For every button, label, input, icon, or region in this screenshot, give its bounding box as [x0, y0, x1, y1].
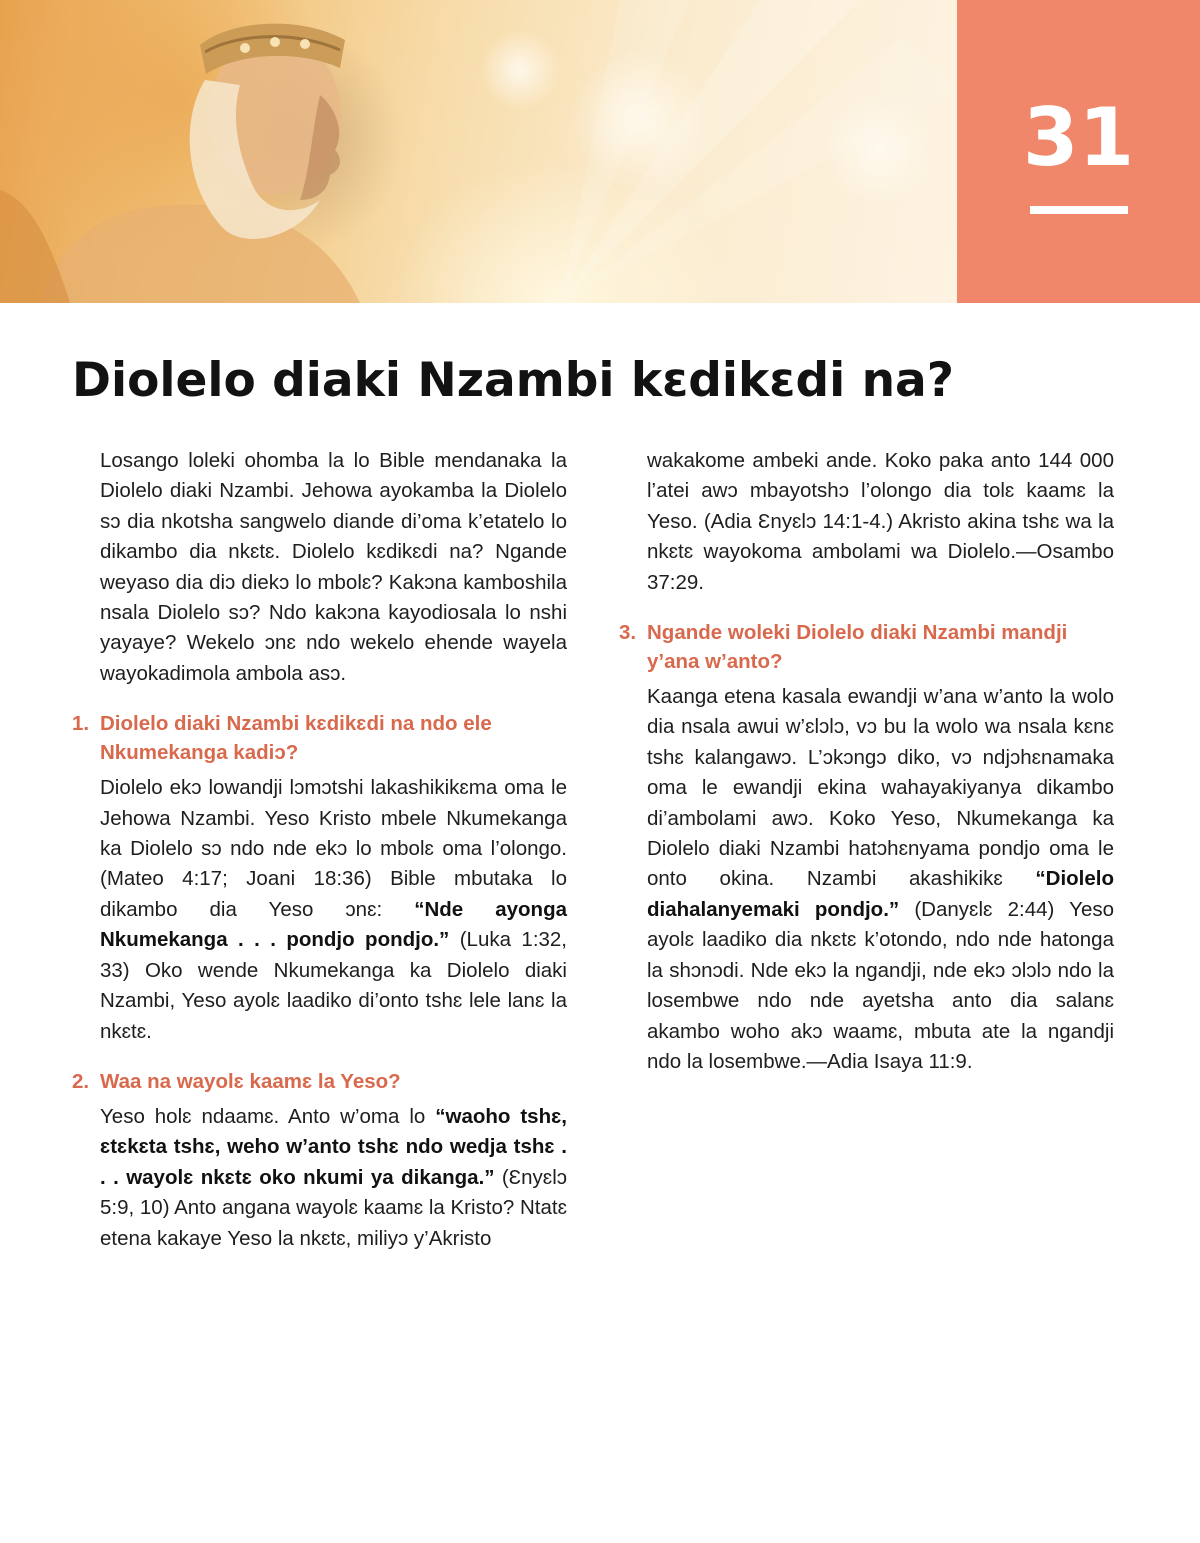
- question-heading: [619, 618, 1114, 676]
- question-number: 3.: [619, 621, 637, 645]
- scripture-quote: “waoho tshɛ, ɛtɛkɛta tshɛ, weho w’anto tshɛ ndo wedja tshɛ . . . wayolɛ nkɛtɛ oko nkumi ya dikanga.”: [100, 1104, 567, 1189]
- section-paragraph: [619, 682, 1114, 1077]
- right-column: [619, 446, 1114, 1077]
- question-heading: [72, 1067, 567, 1096]
- question-heading: [72, 709, 567, 767]
- king-illustration: [0, 0, 957, 303]
- question-text: Waa na wayolɛ kaamɛ la Yeso?: [100, 1069, 401, 1093]
- question-text: Diolelo diaki Nzambi kɛdikɛdi na ndo ele Nkumekanga kadiɔ?: [100, 712, 492, 765]
- intro-paragraph: Losango loleki ohomba la lo Bible mendanaka la Diolelo diaki Nzambi. Jehowa ayokamba la Diolelo sɔ dia nkotsha sangwelo diande di’oma k’etatelo lo dikambo dia nkɛtɛ. Diolelo kɛdikɛdi na? Ngande weyaso dia diɔ diekɔ lo mbolɛ? Kakɔna kamboshila nsala Diolelo sɔ? Ndo kakɔna kayodiosala lo nshi yayaye? Wekelo ɔnɛ ndo wekelo ehende wayela wayokadimola ambola asɔ.: [100, 449, 567, 685]
- chapter-number: 31: [1022, 91, 1135, 184]
- body-text: (Danyɛlɛ 2:44) Yeso ayolɛ laadiko dia nkɛtɛ k’otondo, ndo nde hatonga la shɔnɔdi. Nde ekɔ la ngandji, nde ekɔ ɔlɔlɔ ndo la losembwe ndo nde ayetsha anto dia salanɛ akambo woho akɔ waamɛ, mbuta ate la ngandji ndo la losembwe.—Adia Isaya 11:9.: [647, 897, 1115, 1073]
- body-text: (Ɛnyɛlɔ 5:9, 10) Anto angana wayolɛ kaamɛ la Kristo? Ntatɛ etena kakaye Yeso la nkɛtɛ, miliyɔ y’Akristo: [100, 1165, 567, 1250]
- section-paragraph: [72, 773, 567, 1047]
- body-text: Diolelo ekɔ lowandji lɔmɔtshi lakashikikɛma oma le Jehowa Nzambi. Yeso Kristo mbele Nkumekanga ka Diolelo sɔ ndo nde ekɔ lo mbolɛ oma l’olongo. (Mateo 4:17; Joani 18:36) Bible mbutaka lo dikambo dia Yeso ɔnɛ:: [100, 776, 567, 921]
- body-text: Kaanga etena kasala ewandji w’ana w’anto la wolo dia nsala awui w’ɛlɔlɔ, vɔ bu la wolo wa nsala kɛnɛ tshɛ kalangawɔ. L’ɔkɔngɔ diko, vɔ ndjɔhɛnamaka oma le ewandji ekina wahayakiyanya dikambo di’ambolami awɔ. Koko Yeso, Nkumekanga ka Diolelo diaki Nzambi hatɔhɛnyama pondjo oma le onto okina. Nzambi akashikikɛ: [647, 685, 1114, 891]
- chapter-number-block: [957, 0, 1200, 303]
- body-text-continued: wakakome ambeki ande. Koko paka anto 144 000 l’atei awɔ mbayotshɔ l’olongo dia tolɛ kaamɛ la Yeso. (Adia Ɛnyɛlɔ 14:1-4.) Akristo akina tshɛ wa la nkɛtɛ wayokoma ambolami wa Diolelo.—Osambo 37:29.: [647, 449, 1114, 594]
- section-paragraph: [72, 1102, 567, 1254]
- question-number: 2.: [72, 1069, 90, 1093]
- left-column: [72, 446, 567, 1254]
- question-number: 1.: [72, 712, 90, 736]
- body-text: (Luka 1:32, 33) Oko wende Nkumekanga ka Diolelo diaki Nzambi, Yeso ayolɛ laadiko di’onto tshɛ lele lanɛ la nkɛtɛ.: [100, 928, 568, 1043]
- section-paragraph-continued: [619, 446, 1114, 598]
- question-text: Ngande woleki Diolelo diaki Nzambi mandji y’ana w’anto?: [647, 621, 1068, 674]
- scripture-quote: “Diolelo diahalanyemaki pondjo.”: [647, 867, 1114, 921]
- body-text: Yeso holɛ ndaamɛ. Anto w’oma lo: [100, 1104, 436, 1128]
- scripture-quote: “Nde ayonga Nkumekanga . . . pondjo pondjo.”: [100, 897, 568, 952]
- chapter-underline: [1030, 206, 1128, 214]
- hero-image: [0, 0, 957, 303]
- page-title: Diolelo diaki Nzambi kɛdikɛdi na?: [72, 353, 955, 408]
